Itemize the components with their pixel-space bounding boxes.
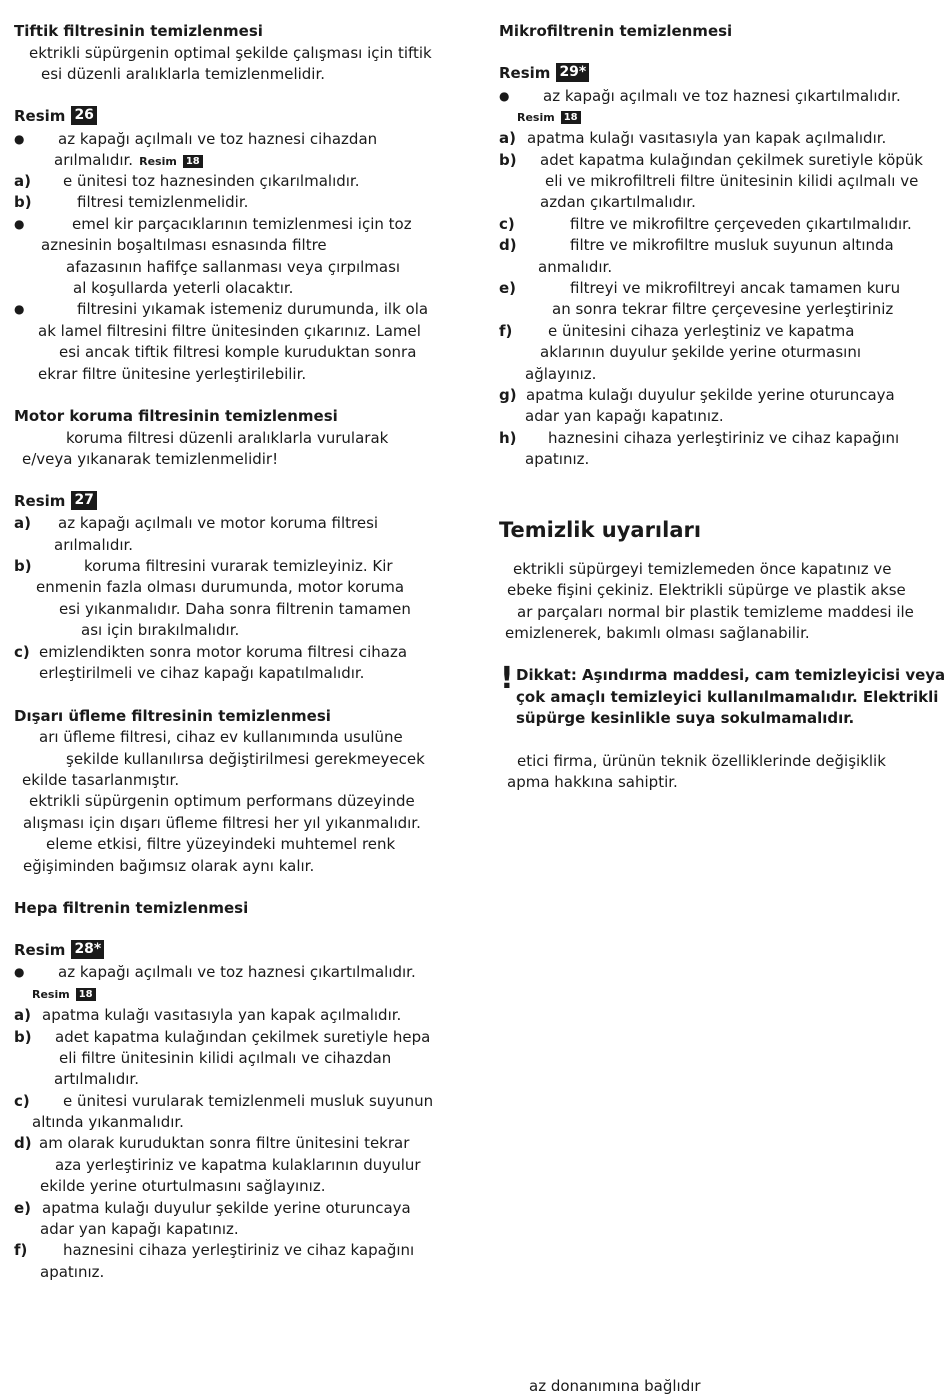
step-label-h: h) — [499, 429, 517, 447]
warning-text: Dikkat: Aşındırma maddesi, cam temizleyicisi veya — [516, 666, 946, 684]
step-label-a: a) — [14, 514, 31, 532]
figure-number-badge: 26 — [71, 106, 96, 125]
text-line: apatma kulağı vasıtasıyla yan kapak açılmalıdır. — [527, 129, 887, 147]
text-line: anmalıdır. — [538, 258, 613, 276]
small-figure-badge: 18 — [76, 988, 96, 1001]
step-label-b: b) — [499, 151, 517, 169]
text-line: az kapağı açılmalı ve toz haznesi cihazdan — [58, 130, 378, 148]
text-line: e ünitesini cihaza yerleştiniz ve kapatma — [548, 322, 855, 340]
text-line: az kapağı açılmalı ve motor koruma filtresi — [58, 514, 379, 532]
text-line: e ünitesi toz haznesinden çıkarılmalıdır. — [63, 172, 360, 190]
step-label-c: c) — [14, 1092, 30, 1110]
text-line: arılmalıdır. — [54, 536, 134, 554]
text-line: esi ancak tiftik filtresi komple kuruduktan sonra — [59, 343, 417, 361]
text-line: an sonra tekrar filtre çerçevesine yerleştiriniz — [552, 300, 894, 318]
text-line: am olarak kuruduktan sonra filtre ünitesini tekrar — [39, 1134, 410, 1152]
text-line: ak lamel filtresini filtre ünitesinden çıkarınız. Lamel — [38, 322, 421, 340]
step-label-g: g) — [499, 386, 517, 404]
text-line: e/veya yıkanarak temizlenmelidir! — [22, 450, 279, 468]
text-line: ektrikli süpürgenin optimal şekilde çalışması için tiftik — [29, 44, 432, 62]
section-title-tiftik: Tiftik filtresinin temizlenmesi — [14, 22, 263, 40]
small-figure-ref — [26, 983, 96, 1005]
text-line: aznesinin boşaltılması esnasında filtre — [41, 236, 327, 254]
bullet-icon: ● — [14, 217, 25, 231]
step-label-e: e) — [499, 279, 517, 297]
text-line: filtre ve mikrofiltre çerçeveden çıkartılmalıdır. — [570, 215, 912, 233]
text-line: erleştirilmeli ve cihaz kapağı kapatılmalıdır. — [39, 664, 365, 682]
text-line: filtresi temizlenmelidir. — [77, 193, 249, 211]
text-line: apatma kulağı vasıtasıyla yan kapak açılmalıdır. — [42, 1006, 402, 1024]
text-line: azdan çıkartılmalıdır. — [540, 193, 696, 211]
small-figure-badge: 18 — [183, 155, 203, 168]
text-line: adar yan kapağı kapatınız. — [40, 1220, 239, 1238]
small-figure-ref — [511, 106, 581, 128]
step-label-b: b) — [14, 557, 32, 575]
text-line: artılmalıdır. — [54, 1070, 139, 1088]
text-line: apatınız. — [525, 450, 590, 468]
text-line: apatma kulağı duyulur şekilde yerine oturuncaya — [526, 386, 895, 404]
text-line: ası için bırakılmalıdır. — [81, 621, 240, 639]
section-title-motor: Motor koruma filtresinin temizlenmesi — [14, 407, 338, 425]
figure-ref-28 — [14, 940, 104, 960]
figure-word: Resim — [14, 941, 66, 959]
text-line: apatınız. — [40, 1263, 105, 1281]
small-figure-word: Resim — [517, 111, 555, 124]
text-line: filtreyi ve mikrofiltreyi ancak tamamen kuru — [570, 279, 901, 297]
figure-ref-26 — [14, 106, 97, 126]
step-label-b: b) — [14, 193, 32, 211]
step-label-a: a) — [499, 129, 516, 147]
bullet-icon: ● — [14, 302, 25, 316]
text-line: enmenin fazla olması durumunda, motor koruma — [36, 578, 405, 596]
text-line: haznesini cihaza yerleştiriniz ve cihaz kapağını — [548, 429, 900, 447]
text-line: emizlenerek, bakımlı olması sağlanabilir. — [505, 624, 810, 642]
section-title-hepa: Hepa filtrenin temizlenmesi — [14, 899, 249, 917]
small-figure-word: Resim — [32, 988, 70, 1001]
text-line: apma hakkına sahiptir. — [507, 773, 678, 791]
text-line: koruma filtresi düzenli aralıklarla vurularak — [66, 429, 389, 447]
step-label-c: c) — [14, 643, 30, 661]
text-line: eli ve mikrofiltreli filtre ünitesinin kilidi açılmalı ve — [545, 172, 919, 190]
figure-number-badge: 27 — [71, 491, 96, 510]
text-line: afazasının hafifçe sallanması veya çırpılması — [66, 258, 401, 276]
text-line: apatma kulağı duyulur şekilde yerine oturuncaya — [42, 1199, 411, 1217]
text-line: aklarının duyulur şekilde yerine oturmasını — [540, 343, 861, 361]
section-title-micro: Mikrofiltrenin temizlenmesi — [499, 22, 733, 40]
warning-text: çok amaçlı temizleyici kullanılmamalıdır. Elektrikli — [516, 688, 939, 706]
text-line: ekrar filtre ünitesine yerleştirilebilir. — [38, 365, 307, 383]
figure-word: Resim — [14, 107, 66, 125]
text-line: emel kir parçacıklarının temizlenmesi için toz — [72, 215, 412, 233]
text-line: ar parçaları normal bir plastik temizleme maddesi ile — [517, 603, 914, 621]
text-line: adar yan kapağı kapatınız. — [525, 407, 724, 425]
section-title-exhaust: Dışarı üfleme filtresinin temizlenmesi — [14, 707, 331, 725]
text-line: az kapağı açılmalı ve toz haznesi çıkartılmalıdır. — [543, 87, 901, 105]
step-label-f: f) — [14, 1241, 28, 1259]
small-figure-word: Resim — [139, 155, 177, 168]
text-line: şekilde kullanılırsa değiştirilmesi gerekmeyecek — [66, 750, 425, 768]
text-line: filtre ve mikrofiltre musluk suyunun altında — [570, 236, 894, 254]
text-line: adet kapatma kulağından çekilmek suretiyle köpük — [540, 151, 923, 169]
text-line: eleme etkisi, filtre yüzeyindeki muhtemel renk — [46, 835, 396, 853]
text-line: ektrikli süpürgeyi temizlemeden önce kapatınız ve — [513, 560, 892, 578]
warning-text: süpürge kesinlikle suya sokulmamalıdır. — [516, 709, 855, 727]
text-fragment: arılmalıdır. — [54, 151, 134, 169]
text-line: emizlendikten sonra motor koruma filtresi cihaza — [39, 643, 408, 661]
text-line: ektrikli süpürgenin optimum performans düzeyinde — [29, 792, 415, 810]
text-line: az kapağı açılmalı ve toz haznesi çıkartılmalıdır. — [58, 963, 416, 981]
text-line: altında yıkanmalıdır. — [32, 1113, 184, 1131]
figure-number-badge: 29* — [556, 63, 589, 82]
text-line: haznesini cihaza yerleştiriniz ve cihaz kapağını — [63, 1241, 415, 1259]
text-line: esi yıkanmalıdır. Daha sonra filtrenin tamamen — [59, 600, 411, 618]
figure-word: Resim — [499, 64, 551, 82]
text-line: ağlayınız. — [525, 365, 597, 383]
figure-word: Resim — [14, 492, 66, 510]
figure-ref-29 — [499, 63, 589, 83]
figure-ref-27 — [14, 491, 97, 511]
step-label-e: e) — [14, 1199, 32, 1217]
bullet-icon: ● — [14, 965, 25, 979]
step-label-d: d) — [14, 1134, 32, 1152]
step-label-d: d) — [499, 236, 517, 254]
warning-icon: ! — [500, 661, 514, 696]
text-line: eğişiminden bağımsız olarak aynı kalır. — [23, 857, 315, 875]
text-line: filtresini yıkamak istemeniz durumunda, ilk ola — [77, 300, 429, 318]
step-label-f: f) — [499, 322, 513, 340]
text-line: e ünitesi vurularak temizlenmeli musluk suyunun — [63, 1092, 434, 1110]
footnote: az donanımına bağlıdır — [529, 1377, 701, 1395]
text-line: ekilde tasarlanmıştır. — [22, 771, 180, 789]
text-line: adet kapatma kulağından çekilmek suretiyle hepa — [55, 1028, 431, 1046]
text-line: ekilde yerine oturtulmasını sağlayınız. — [40, 1177, 326, 1195]
text-line: al koşullarda yeterli olacaktır. — [73, 279, 294, 297]
step-label-c: c) — [499, 215, 515, 233]
step-label-a: a) — [14, 1006, 31, 1024]
bullet-icon: ● — [499, 89, 510, 103]
text-line — [54, 150, 203, 172]
text-line: aza yerleştiriniz ve kapatma kulaklarının duyulur — [55, 1156, 421, 1174]
text-line: arı üfleme filtresi, cihaz ev kullanımında usulüne — [39, 728, 403, 746]
heading-cleaning-notes: Temizlik uyarıları — [499, 518, 702, 542]
small-figure-badge: 18 — [561, 111, 581, 124]
text-line: esi düzenli aralıklarla temizlenmelidir. — [41, 65, 326, 83]
text-line: etici firma, ürünün teknik özelliklerinde değişiklik — [517, 752, 886, 770]
step-label-a: a) — [14, 172, 31, 190]
figure-number-badge: 28* — [71, 940, 104, 959]
text-line: koruma filtresini vurarak temizleyiniz. Kir — [84, 557, 393, 575]
text-line: ebeke fişini çekiniz. Elektrikli süpürge ve plastik akse — [507, 581, 906, 599]
bullet-icon: ● — [14, 132, 25, 146]
text-line: alışması için dışarı üfleme filtresi her yıl yıkanmalıdır. — [23, 814, 421, 832]
text-line: eli filtre ünitesinin kilidi açılmalı ve cihazdan — [59, 1049, 392, 1067]
step-label-b: b) — [14, 1028, 32, 1046]
